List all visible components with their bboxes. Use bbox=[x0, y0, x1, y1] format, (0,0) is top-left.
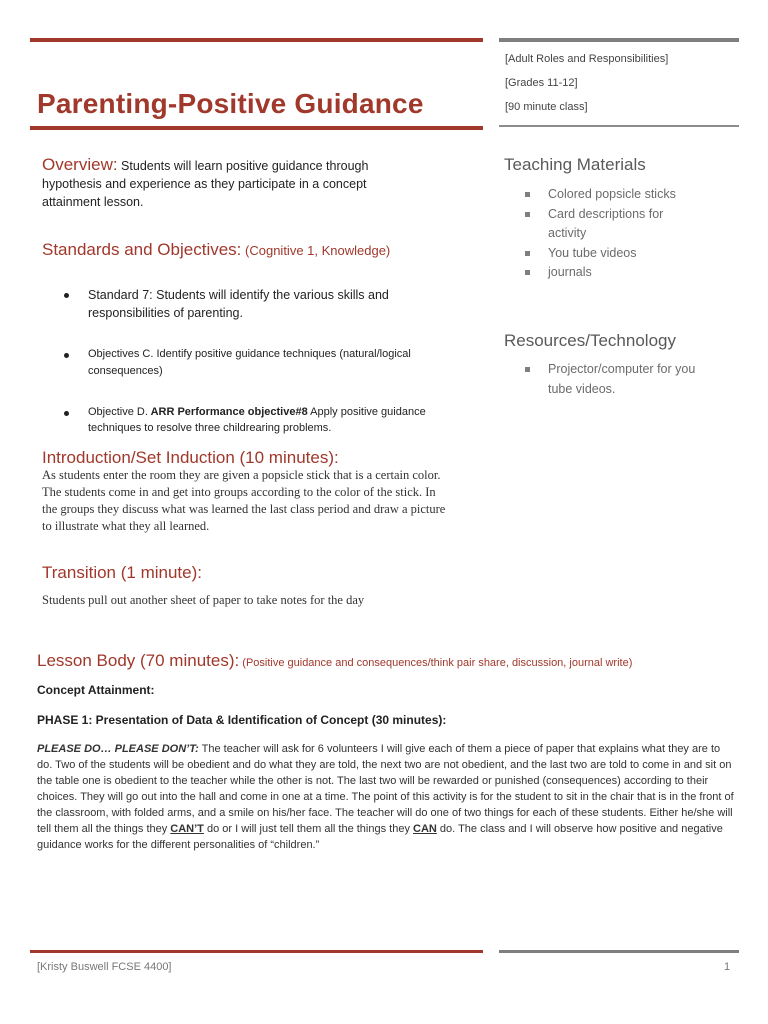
meta-line: [Adult Roles and Responsibilities] bbox=[505, 53, 669, 65]
lesson-body-sub: (Positive guidance and consequences/think pair share, discussion, journal write) bbox=[239, 657, 633, 669]
introduction-heading: Introduction/Set Induction (10 minutes): bbox=[42, 448, 339, 467]
top-rule-left bbox=[30, 38, 483, 42]
item-text: Identify positive guidance techniques (natural/logical consequences) bbox=[88, 348, 411, 377]
cant-emphasis: CAN’T bbox=[170, 823, 204, 835]
list-item bbox=[502, 205, 742, 244]
concept-attainment-label: Concept Attainment: bbox=[37, 683, 155, 697]
list-item bbox=[502, 360, 742, 399]
transition-heading: Transition (1 minute): bbox=[42, 563, 202, 582]
transition-text: Students pull out another sheet of paper to take notes for the day bbox=[42, 593, 365, 607]
teaching-materials-heading: Teaching Materials bbox=[504, 155, 646, 174]
bullet-square-icon bbox=[525, 367, 530, 372]
lesson-paragraph bbox=[37, 741, 737, 853]
bullet-dot-icon bbox=[64, 293, 69, 298]
meta-line: [90 minute class] bbox=[505, 101, 588, 113]
footer-rule-left bbox=[30, 950, 483, 953]
title-rule-left bbox=[30, 126, 483, 130]
list-item bbox=[502, 263, 742, 283]
list-item bbox=[64, 404, 434, 436]
paragraph-text: do or I will just tell them all the things they bbox=[203, 823, 414, 835]
paragraph-text: The teacher will ask for 6 volunteers I will give each of them a piece of paper that explains what they are to do. Two of the students will be obedient and do what they are told, the next two are not obedient, and the last two are told to come in and sit on the table one is obedient to the teacher while the other is not. The last two will be rewarded or punished (consequences) according to their choices. They will go out into the hall and come in one at a time. The point of this activity is for the student to sit in the chair that is in the front of the classroom, with folded arms, and a smile on his/her face. The teacher will do one of two things for each of these students. Either he/she will tell them all the things they bbox=[37, 743, 734, 835]
objective-d-list bbox=[64, 404, 434, 436]
course-meta bbox=[505, 52, 745, 124]
bullet-dot-icon bbox=[64, 353, 69, 358]
item-text: journals bbox=[548, 265, 592, 279]
phase-label: PHASE 1: Presentation of Data & Identification of Concept (30 minutes): bbox=[37, 713, 447, 727]
item-lead: Objective D. bbox=[88, 406, 148, 418]
item-lead: Objectives C. bbox=[88, 348, 154, 360]
objectives-list bbox=[64, 346, 424, 380]
meta-line: [Grades 11-12] bbox=[505, 77, 578, 89]
resources-heading: Resources/Technology bbox=[504, 331, 676, 350]
introduction-text: As students enter the room they are given a popsicle stick that is a certain color. The students come in and get into groups according to the color of the stick. In the groups they discuss what was learned the last class period and draw a picture to illustrate what they all learned. bbox=[42, 468, 446, 533]
title-rule-right bbox=[499, 125, 739, 127]
lesson-body-heading-row bbox=[37, 651, 632, 671]
page-title: Parenting-Positive Guidance bbox=[37, 88, 424, 119]
overview-section bbox=[42, 156, 417, 211]
overview-text: Students will learn positive guidance through hypothesis and experience as they participate in a concept attainment lesson. bbox=[42, 159, 369, 209]
footer-rule-right bbox=[499, 950, 739, 953]
item-text: Projector/computer for you tube videos. bbox=[548, 362, 696, 396]
item-bold: ARR Performance objective#8 bbox=[147, 406, 308, 418]
bullet-square-icon bbox=[525, 251, 530, 256]
paragraph-lead: PLEASE DO… PLEASE DON’T: bbox=[37, 743, 199, 755]
item-text: Apply positive guidance techniques to resolve three childrearing problems. bbox=[88, 406, 426, 434]
paragraph-text: do. The class and I will observe how positive and negative guidance works for the different personalities of “children.” bbox=[37, 823, 723, 851]
lesson-body-heading: Lesson Body (70 minutes): bbox=[37, 651, 240, 670]
bullet-square-icon bbox=[525, 192, 530, 197]
top-rule-right bbox=[499, 38, 739, 42]
item-lead: Standard 7: bbox=[88, 288, 153, 302]
standards-heading-row bbox=[42, 240, 390, 260]
overview-heading: Overview: bbox=[42, 155, 118, 174]
resources-list bbox=[502, 360, 742, 399]
list-item bbox=[64, 286, 424, 322]
item-text: Students will identify the various skills and responsibilities of parenting. bbox=[88, 288, 389, 320]
item-text: You tube videos bbox=[548, 245, 637, 260]
standards-sub: (Cognitive 1, Knowledge) bbox=[241, 243, 391, 258]
bullet-square-icon bbox=[525, 270, 530, 275]
bullet-dot-icon bbox=[64, 411, 69, 416]
page-number: 1 bbox=[724, 961, 731, 973]
list-item bbox=[64, 346, 424, 380]
bullet-square-icon bbox=[525, 212, 530, 217]
item-text: Colored popsicle sticks bbox=[548, 187, 676, 201]
can-emphasis: CAN bbox=[413, 823, 437, 835]
teaching-materials-list bbox=[502, 185, 742, 283]
list-item bbox=[502, 244, 742, 264]
standards-heading: Standards and Objectives: bbox=[42, 240, 242, 259]
standards-list bbox=[64, 286, 424, 322]
list-item bbox=[502, 185, 742, 205]
item-text: Card descriptions for activity bbox=[548, 206, 664, 240]
footer-author: [Kristy Buswell FCSE 4400] bbox=[37, 961, 172, 973]
